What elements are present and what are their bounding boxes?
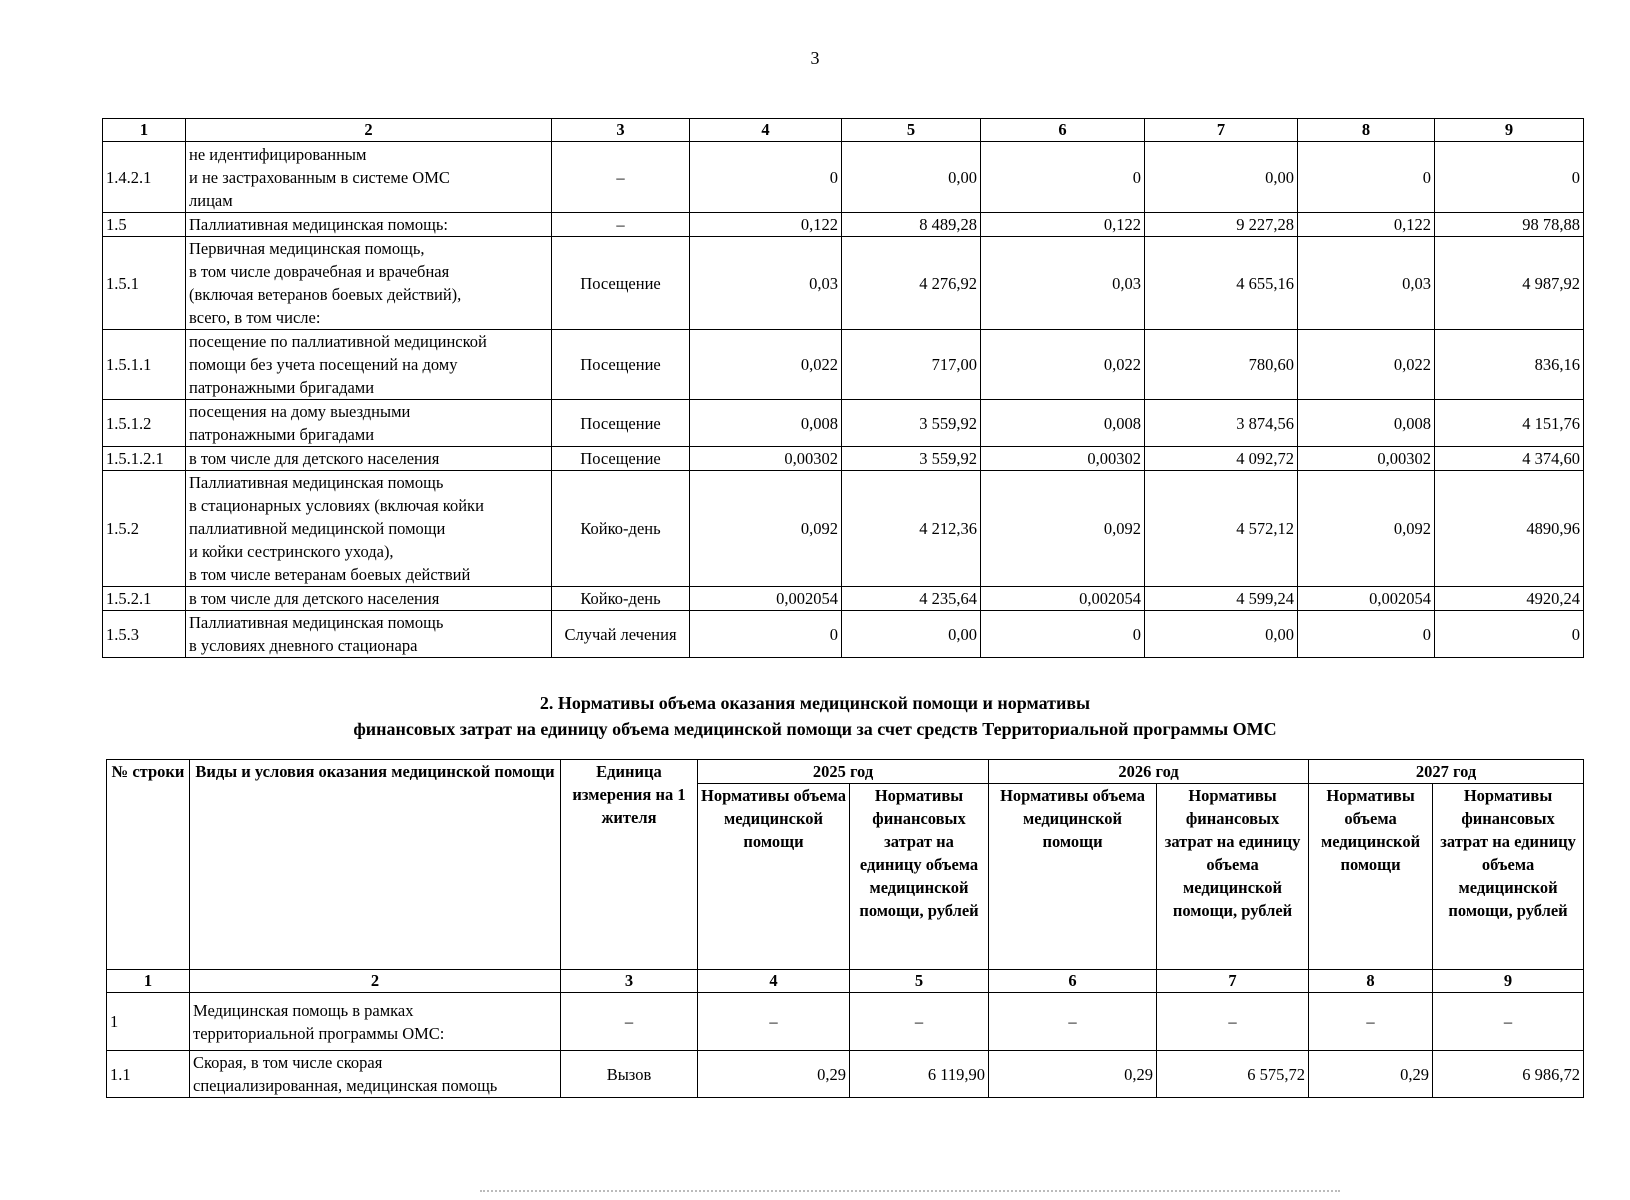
header-volume: Нормативы объема медицинской помощи: [698, 784, 850, 970]
table-row: [103, 237, 1584, 330]
row-unit: Койко-день: [552, 471, 690, 587]
row-name-line: всего, в том числе:: [189, 308, 321, 327]
value-cell: –: [850, 993, 989, 1051]
row-name-line: не идентифицированным: [189, 144, 367, 164]
row-name-line: и койки сестринского ухода),: [189, 542, 394, 561]
header-cell: 8: [1298, 119, 1435, 142]
value-cell: 0,03: [981, 237, 1145, 330]
row-name-line: в том числе для детского населения: [189, 589, 440, 608]
value-cell: 9 227,28: [1145, 213, 1298, 237]
value-cell: 4 212,36: [842, 471, 981, 587]
value-cell: 4 572,12: [1145, 471, 1298, 587]
value-cell: 4 151,76: [1435, 400, 1584, 447]
value-cell: –: [1433, 993, 1584, 1051]
header-cell: 4: [690, 119, 842, 142]
header-unit: Единица измерения на 1 жителя: [561, 760, 698, 970]
row-id: 1.5.3: [103, 611, 186, 658]
column-number: 4: [698, 970, 850, 993]
row-name-line: паллиативной медицинской помощи: [189, 519, 446, 538]
row-id: 1: [107, 993, 190, 1051]
header-cost: Нормативы финансовых затрат на единицу объема медицинской помощи, рублей: [850, 784, 989, 970]
value-cell: 0,122: [690, 213, 842, 237]
value-cell: 3 874,56: [1145, 400, 1298, 447]
value-cell: 4 276,92: [842, 237, 981, 330]
table-row: [103, 213, 1584, 237]
column-number: 8: [1309, 970, 1433, 993]
value-cell: 0,00: [1145, 142, 1298, 213]
value-cell: 717,00: [842, 330, 981, 400]
value-cell: 4890,96: [1435, 471, 1584, 587]
value-cell: 0: [1298, 611, 1435, 658]
row-unit: Посещение: [552, 237, 690, 330]
row-unit: Койко-день: [552, 587, 690, 611]
row-name-line: помощи без учета посещений на дому: [189, 355, 458, 374]
row-name-line: посещения на дому выездными: [189, 402, 411, 421]
value-cell: 0: [690, 142, 842, 213]
table-row: [107, 993, 1584, 1051]
row-name-line: Паллиативная медицинская помощь: [189, 613, 444, 632]
section-title: [0, 690, 1630, 742]
header-row-number: № строки: [107, 760, 190, 970]
row-name: [186, 447, 552, 471]
page-number: 3: [810, 48, 820, 68]
value-cell: 0,002054: [1298, 587, 1435, 611]
value-cell: 0,00302: [1298, 447, 1435, 471]
column-number: 6: [989, 970, 1157, 993]
row-name-line: и не застрахованным в системе ОМС: [189, 167, 450, 187]
table-row: [107, 1051, 1584, 1098]
value-cell: –: [698, 993, 850, 1051]
header-cell: 6: [981, 119, 1145, 142]
row-name-line: территориальной программы ОМС:: [193, 1023, 445, 1043]
value-cell: 0: [981, 142, 1145, 213]
row-name-line: специализированная, медицинская помощь: [193, 1076, 498, 1095]
value-cell: 4 655,16: [1145, 237, 1298, 330]
value-cell: –: [1157, 993, 1309, 1051]
value-cell: 780,60: [1145, 330, 1298, 400]
row-name-line: Паллиативная медицинская помощь:: [189, 215, 448, 234]
row-name-line: Медицинская помощь в рамках: [193, 1000, 414, 1020]
row-unit: Посещение: [552, 400, 690, 447]
footer-scan-artifact: [480, 1190, 1340, 1195]
row-name-line: Паллиативная медицинская помощь: [189, 473, 444, 492]
header-cell: 3: [552, 119, 690, 142]
value-cell: 4 374,60: [1435, 447, 1584, 471]
table-row: [103, 330, 1584, 400]
table-row: [103, 400, 1584, 447]
row-unit: Случай лечения: [552, 611, 690, 658]
row-name: [186, 330, 552, 400]
header-cell: 7: [1145, 119, 1298, 142]
row-name: [186, 142, 552, 213]
value-cell: 0,022: [981, 330, 1145, 400]
row-unit: Посещение: [552, 330, 690, 400]
header-cell: 1: [103, 119, 186, 142]
row-id: 1.5: [103, 213, 186, 237]
row-name-line: Первичная медицинская помощь,: [189, 239, 425, 258]
value-cell: 3 559,92: [842, 447, 981, 471]
value-cell: 0,002054: [981, 587, 1145, 611]
value-cell: 0,00302: [981, 447, 1145, 471]
row-name-line: в условиях дневного стационара: [189, 636, 418, 655]
value-cell: 0: [1435, 611, 1584, 658]
value-cell: 4 235,64: [842, 587, 981, 611]
row-id: 1.5.2.1: [103, 587, 186, 611]
header-year: 2026 год: [989, 760, 1309, 784]
column-number: 1: [107, 970, 190, 993]
value-cell: 836,16: [1435, 330, 1584, 400]
table-row: [103, 611, 1584, 658]
header-cost: Нормативы финансовых затрат на единицу объема медицинской помощи, рублей: [1157, 784, 1309, 970]
value-cell: 6 986,72: [1433, 1051, 1584, 1098]
row-id: 1.4.2.1: [103, 142, 186, 213]
table-header-row: [107, 760, 1584, 784]
value-cell: 0,00: [842, 611, 981, 658]
value-cell: 0,002054: [690, 587, 842, 611]
value-cell: 4 599,24: [1145, 587, 1298, 611]
value-cell: 0,00302: [690, 447, 842, 471]
value-cell: 0,008: [1298, 400, 1435, 447]
value-cell: 0,00: [842, 142, 981, 213]
value-cell: 4920,24: [1435, 587, 1584, 611]
value-cell: 0,29: [989, 1051, 1157, 1098]
header-cell: 9: [1435, 119, 1584, 142]
value-cell: 0: [981, 611, 1145, 658]
value-cell: 0,092: [1298, 471, 1435, 587]
value-cell: 6 119,90: [850, 1051, 989, 1098]
value-cell: 0,29: [1309, 1051, 1433, 1098]
row-id: 1.5.1: [103, 237, 186, 330]
value-cell: 0: [690, 611, 842, 658]
column-number: 9: [1433, 970, 1584, 993]
header-care-kind: Виды и условия оказания медицинской помощи: [190, 760, 561, 970]
row-name: [186, 471, 552, 587]
row-name-line: посещение по паллиативной медицинской: [189, 332, 487, 351]
value-cell: 0,008: [690, 400, 842, 447]
table-row: [103, 447, 1584, 471]
row-name-line: патронажными бригадами: [189, 425, 375, 444]
value-cell: 0,03: [1298, 237, 1435, 330]
value-cell: 0,00: [1145, 611, 1298, 658]
header-cell: 2: [186, 119, 552, 142]
value-cell: 0,008: [981, 400, 1145, 447]
row-id: 1.1: [107, 1051, 190, 1098]
column-number: 5: [850, 970, 989, 993]
header-year: 2025 год: [698, 760, 989, 784]
row-unit: –: [552, 142, 690, 213]
value-cell: 0,092: [690, 471, 842, 587]
row-name: [186, 237, 552, 330]
value-cell: 8 489,28: [842, 213, 981, 237]
row-name-line: в стационарных условиях (включая койки: [189, 496, 484, 515]
row-name-line: в том числе для детского населения: [189, 449, 440, 468]
value-cell: –: [989, 993, 1157, 1051]
row-unit: Вызов: [561, 1051, 698, 1098]
row-name-line: лицам: [189, 190, 233, 210]
section-title-line: 2. Нормативы объема оказания медицинской помощи и нормативы: [539, 693, 1091, 713]
value-cell: 4 987,92: [1435, 237, 1584, 330]
value-cell: 98 78,88: [1435, 213, 1584, 237]
value-cell: 0,29: [698, 1051, 850, 1098]
row-id: 1.5.2: [103, 471, 186, 587]
row-name-line: в том числе доврачебная и врачебная: [189, 262, 450, 281]
header-volume: Нормативы объема медицинской помощи: [1309, 784, 1433, 970]
table-oms-norms: [106, 759, 1584, 1098]
value-cell: 0,022: [690, 330, 842, 400]
row-name: [186, 213, 552, 237]
header-volume: Нормативы объема медицинской помощи: [989, 784, 1157, 970]
row-name-line: патронажными бригадами: [189, 378, 375, 397]
column-number: 7: [1157, 970, 1309, 993]
table-row: [103, 471, 1584, 587]
value-cell: 0,122: [981, 213, 1145, 237]
row-name: [190, 993, 561, 1051]
table-row: [103, 587, 1584, 611]
row-name: [190, 1051, 561, 1098]
value-cell: 0,03: [690, 237, 842, 330]
row-name: [186, 611, 552, 658]
value-cell: 0,122: [1298, 213, 1435, 237]
value-cell: 0,022: [1298, 330, 1435, 400]
row-name-line: (включая ветеранов боевых действий),: [189, 285, 462, 304]
column-number: 3: [561, 970, 698, 993]
row-name-line: Скорая, в том числе скорая: [193, 1053, 383, 1072]
value-cell: 3 559,92: [842, 400, 981, 447]
value-cell: 6 575,72: [1157, 1051, 1309, 1098]
value-cell: –: [1309, 993, 1433, 1051]
table-header-row: [103, 119, 1584, 142]
header-year: 2027 год: [1309, 760, 1584, 784]
column-number-row: [107, 970, 1584, 993]
row-id: 1.5.1.1: [103, 330, 186, 400]
value-cell: 0: [1298, 142, 1435, 213]
value-cell: 0,092: [981, 471, 1145, 587]
row-name-line: в том числе ветеранам боевых действий: [189, 565, 471, 584]
header-cost: Нормативы финансовых затрат на единицу объема медицинской помощи, рублей: [1433, 784, 1584, 970]
row-id: 1.5.1.2: [103, 400, 186, 447]
table-palliative-care: [102, 118, 1584, 658]
row-unit: Посещение: [552, 447, 690, 471]
row-name: [186, 400, 552, 447]
value-cell: 4 092,72: [1145, 447, 1298, 471]
header-cell: 5: [842, 119, 981, 142]
row-name: [186, 587, 552, 611]
row-unit: –: [561, 993, 698, 1051]
row-unit: –: [552, 213, 690, 237]
table-row: [103, 142, 1584, 213]
value-cell: 0: [1435, 142, 1584, 213]
column-number: 2: [190, 970, 561, 993]
section-title-line: финансовых затрат на единицу объема медицинской помощи за счет средств Территориальной программы ОМС: [353, 719, 1277, 739]
row-id: 1.5.1.2.1: [103, 447, 186, 471]
